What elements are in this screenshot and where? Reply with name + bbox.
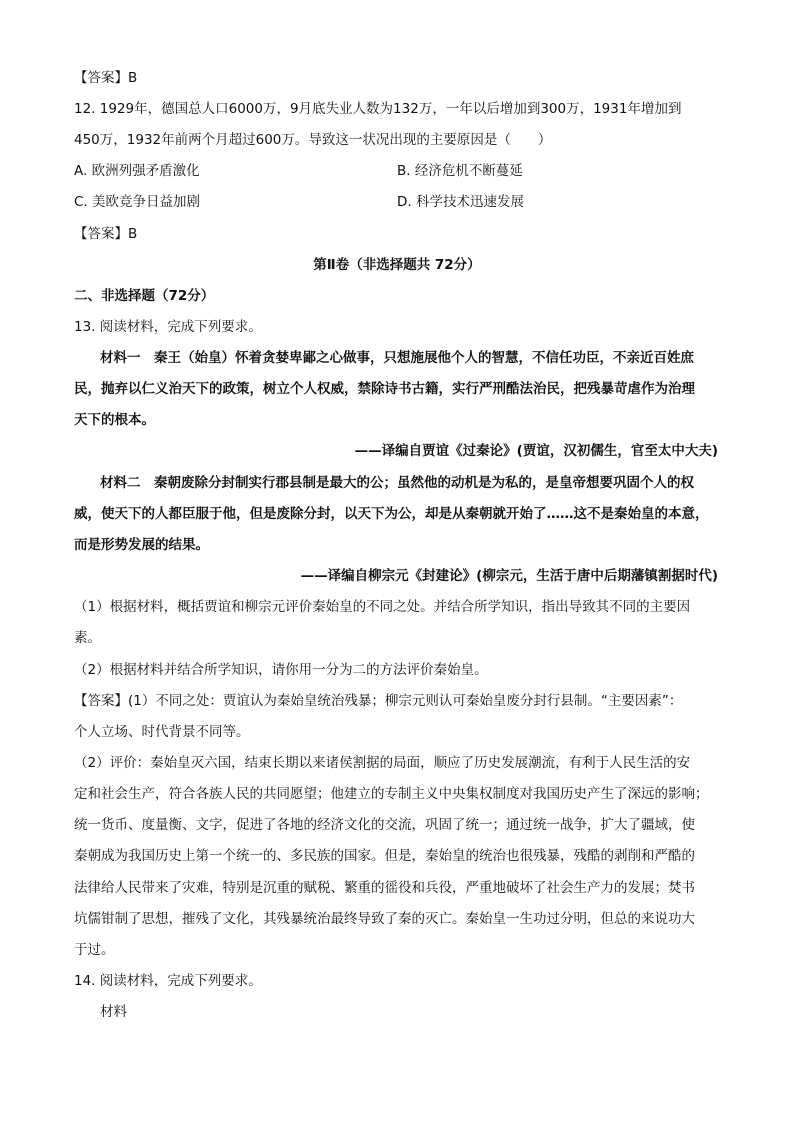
q13-material2-line-3: 而是形势发展的结果。 [74, 537, 209, 553]
q13-answer-line-3: （2）评价：秦始皇灭六国，结束长期以来诸侯割据的局面，顺应了历史发展潮流，有利于人民生活的安 [74, 755, 691, 771]
q12-stem-line-2: 450万，1932年前两个月超过600万。导致这一状况出现的主要原因是（ ） [74, 132, 552, 148]
q13-answer-line-6: 秦朝成为我国历史上第一个统一的、多民族的国家。但是，秦始皇的统治也很残暴，残酷的剥削和严酷的 [74, 848, 695, 864]
q13-answer-line-2: 个人立场、时代背景不同等。 [74, 724, 250, 740]
q13-material2-line-2: 威，使天下的人都臣服于他，但是废除分封，以天下为公，却是从秦朝就开始了……这不是秦始皇的本意， [74, 506, 709, 522]
q13-answer-line-4: 定和社会生产，符合各族人民的共同愿望；他建立的专制主义中央集权制度对我国历史产生了深远的影响； [74, 786, 709, 802]
q13-material1-line-1: 材料一 秦王（始皇）怀着贪婪卑鄙之心做事，只想施展他个人的智慧，不信任功臣，不亲近百姓庶 [100, 350, 694, 366]
q13-material1-line-3: 天下的根本。 [74, 412, 155, 428]
q12-stem-line-1: 12. 1929年，德国总人口6000万，9月底失业人数为132万，一年以后增加到300万，1931年增加到 [74, 101, 682, 117]
q13-answer-line-8: 坑儒钳制了思想，摧残了文化，其残暴统治最终导致了秦的灭亡。秦始皇一生功过分明，但总的来说功大 [74, 911, 695, 927]
q13-source1: ——译编自贾谊《过秦论》(贾谊，汉初儒生，官至太中大夫) [354, 443, 718, 459]
q13-answer-line-5: 统一货币、度量衡、文字，促进了各地的经济文化的交流，巩固了统一；通过统一战争，扩大了疆域，使 [74, 817, 695, 833]
q12-option-c: C. 美欧竞争日益加剧 [74, 194, 201, 210]
q12-answer: 【答案】B [74, 226, 138, 242]
q11-answer: 【答案】B [74, 70, 138, 86]
q13-answer-line-9: 于过。 [74, 942, 115, 958]
q13-answer-line-7: 法律给人民带来了灾难，特别是沉重的赋税、繁重的徭役和兵役，严重地破坏了社会生产力的发展；焚书 [74, 880, 695, 896]
q13-material2-line-1: 材料二 秦朝废除分封制实行郡县制是最大的公；虽然他的动机是为私的，是皇帝想要巩固个人的权 [100, 475, 694, 491]
section-heading: 二、非选择题（72分） [74, 288, 215, 304]
q13-sub2: （2）根据材料并结合所学知识，请你用一分为二的方法评价秦始皇。 [74, 662, 488, 678]
q14-material-label: 材料 [100, 1004, 127, 1020]
q12-option-b: B. 经济危机不断蔓延 [397, 163, 523, 179]
q12-option-d: D. 科学技术迅速发展 [397, 194, 524, 210]
q13-answer-line-1: 【答案】(1）不同之处：贾谊认为秦始皇统治残暴；柳宗元则认可秦始皇废分封行县制。“主要因素”： [74, 693, 683, 709]
q13-sub1-line-1: （1）根据材料，概括贾谊和柳宗元评价秦始皇的不同之处。并结合所学知识，指出导致其不同的主要因 [74, 599, 691, 615]
q14-stem: 14. 阅读材料，完成下列要求。 [74, 973, 262, 989]
q12-option-a: A. 欧洲列强矛盾激化 [74, 163, 200, 179]
q13-stem: 13. 阅读材料，完成下列要求。 [74, 319, 262, 335]
q13-material1-line-2: 民，抛弃以仁义治天下的政策，树立个人权威，禁除诗书古籍，实行严刑酷法治民，把残暴苛虐作为治理 [74, 381, 695, 397]
q13-source2: ——译编自柳宗元《封建论》(柳宗元，生活于唐中后期藩镇割据时代) [300, 568, 718, 584]
q13-sub1-line-2: 素。 [74, 630, 101, 646]
part2-title: 第Ⅱ卷（非选择题共 72分） [313, 257, 481, 273]
